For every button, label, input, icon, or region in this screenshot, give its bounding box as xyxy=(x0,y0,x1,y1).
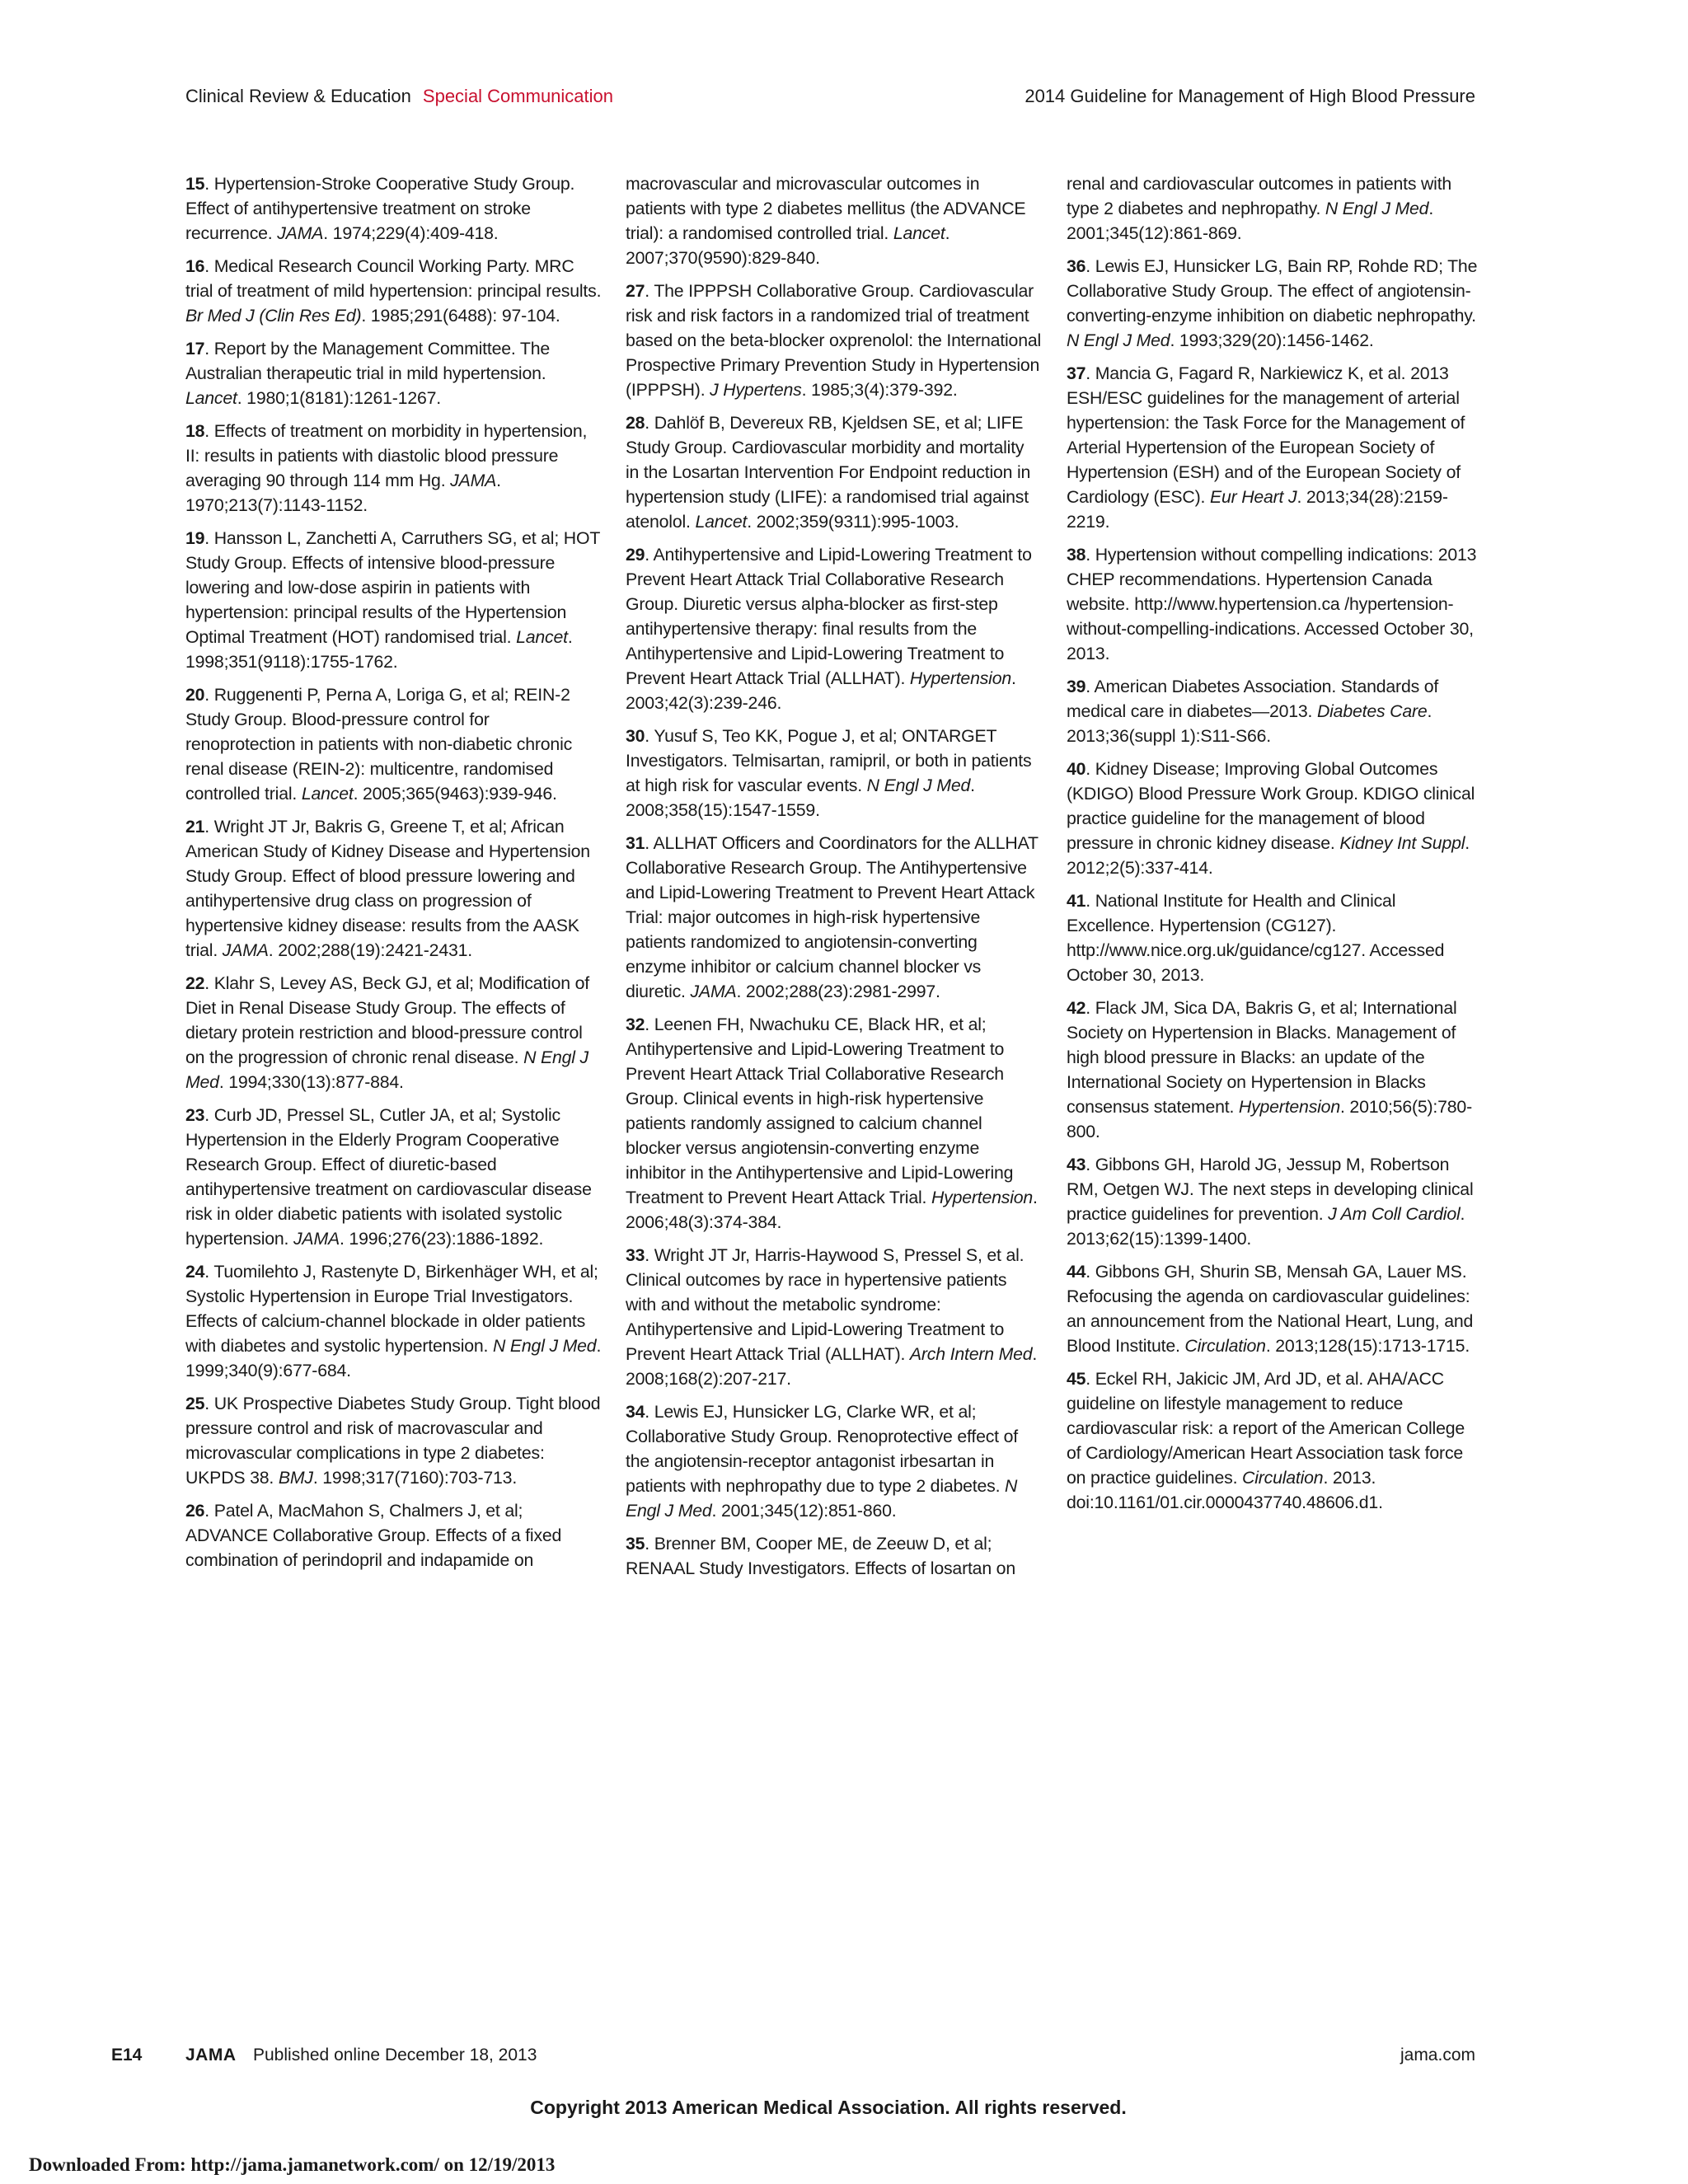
reference-entry xyxy=(626,171,1042,270)
reference-number: 44 xyxy=(1067,1262,1086,1282)
journal-name: N Engl J Med xyxy=(1325,199,1429,218)
journal-name: Hypertension xyxy=(1238,1097,1340,1117)
journal-name: Br Med J (Clin Res Ed) xyxy=(185,306,362,326)
reference-citation: . 2007;370(9590):829-840. xyxy=(626,223,950,268)
reference-text: . Antihypertensive and Lipid-Lowering Treatment to Prevent Heart Attack Trial Collaborative Research Group. Diuretic versus alpha-blocker as first-step antihypertensive therapy: final results from the Antihypertensive and Lipid-Lowering Treatment to Prevent Heart Attack Trial (ALLHAT). xyxy=(626,545,1032,688)
reference-entry xyxy=(626,1012,1042,1235)
journal-name: Arch Intern Med xyxy=(909,1344,1033,1364)
reference-text: . Flack JM, Sica DA, Bakris G, et al; International Society on Hypertension in Blacks. Management of high blood pressure in Blacks: an update of the International Society on Hypertension in Blacks consensus statement. xyxy=(1067,998,1457,1117)
reference-citation: . 2010;56(5):780-800. xyxy=(1067,1097,1472,1141)
reference-citation: . 2008;168(2):207-217. xyxy=(626,1344,1038,1389)
reference-number: 33 xyxy=(626,1245,645,1265)
journal-name: Lancet xyxy=(893,223,945,243)
reference-text: . Tuomilehto J, Rastenyte D, Birkenhäger WH, et al; Systolic Hypertension in Europe Trial Investigators. Effects of calcium-channel blockade in older patients with diabetes and systolic hypertension. xyxy=(185,1262,598,1356)
journal-name: N Engl J Med xyxy=(1067,330,1170,350)
reference-citation: . 1985;3(4):379-392. xyxy=(801,380,958,400)
journal-name: J Hypertens xyxy=(710,380,802,400)
reference-entry xyxy=(185,1259,602,1383)
section-label: Clinical Review & Education xyxy=(185,86,411,106)
reference-entry xyxy=(626,1243,1042,1391)
reference-entry xyxy=(1067,1366,1483,1515)
reference-text: . Patel A, MacMahon S, Chalmers J, et al; ADVANCE Collaborative Group. Effects of a fixed combination of perindopril and indapamide on xyxy=(185,1501,562,1570)
journal-name: Circulation xyxy=(1184,1336,1266,1356)
reference-text: . Ruggenenti P, Perna A, Loriga G, et al; REIN-2 Study Group. Blood-pressure control for renoprotection in patients with non-diabetic chronic renal disease (REIN-2): multicentre, randomised controlled trial. xyxy=(185,685,573,804)
reference-number: 27 xyxy=(626,281,645,301)
reference-number: 31 xyxy=(626,833,645,853)
reference-citation: . 2001;345(12):861-869. xyxy=(1067,199,1434,243)
article-title: 2014 Guideline for Management of High Blood Pressure xyxy=(1025,86,1475,106)
reference-number: 22 xyxy=(185,973,205,993)
reference-text: . Hypertension without compelling indications: 2013 CHEP recommendations. Hypertension Canada website. http://www.hypertension.ca /hypertension-without-compelling-indications. Accessed October 30, 2013. xyxy=(1067,545,1477,663)
reference-number: 45 xyxy=(1067,1369,1086,1389)
reference-text: . American Diabetes Association. Standards of medical care in diabetes—2013. xyxy=(1067,677,1439,721)
journal-name: Circulation xyxy=(1242,1468,1324,1488)
reference-entry xyxy=(185,171,602,246)
reference-text: . Leenen FH, Nwachuku CE, Black HR, et al; Antihypertensive and Lipid-Lowering Treatment to Prevent Heart Attack Trial Collaborative Research Group. Clinical events in high-risk hypertensive patients randomly assigned to calcium channel blocker versus angiotensin-converting enzyme inhibitor in the Antihypertensive and Lipid-Lowering Treatment to Prevent Heart Attack Trial. xyxy=(626,1015,1014,1207)
reference-text: . Yusuf S, Teo KK, Pogue J, et al; ONTARGET Investigators. Telmisartan, ramipril, or both in patients at high risk for vascular events. xyxy=(626,726,1032,795)
reference-text: . The IPPPSH Collaborative Group. Cardiovascular risk and risk factors in a randomized trial of treatment based on the beta-blocker oxprenolol: the International Prospective Primary Prevention Study in Hypertension (IPPPSH). xyxy=(626,281,1042,400)
journal-name: Kidney Int Suppl xyxy=(1339,833,1465,853)
reference-entry xyxy=(626,831,1042,1004)
reference-entry xyxy=(1067,996,1483,1144)
reference-number: 38 xyxy=(1067,545,1086,565)
reference-number: 17 xyxy=(185,339,205,359)
reference-text: . Wright JT Jr, Bakris G, Greene T, et al; African American Study of Kidney Disease and Hypertension Study Group. Effect of blood pressure lowering and antihypertensive drug class on progression of hypertensive kidney disease: results from the AASK trial. xyxy=(185,817,590,960)
reference-number: 30 xyxy=(626,726,645,746)
reference-number: 21 xyxy=(185,817,205,837)
journal-name: Lancet xyxy=(516,627,568,647)
journal-name: BMJ xyxy=(278,1468,313,1488)
reference-citation: . 1996;276(23):1886-1892. xyxy=(339,1229,544,1249)
reference-entry xyxy=(626,724,1042,823)
reference-number: 32 xyxy=(626,1015,645,1034)
subsection-label: Special Communication xyxy=(422,86,614,106)
reference-citation: . 1999;340(9):677-684. xyxy=(185,1336,602,1380)
reference-number: 41 xyxy=(1067,891,1086,911)
reference-citation: . 2003;42(3):239-246. xyxy=(626,668,1016,713)
reference-entry xyxy=(185,336,602,410)
reference-number: 39 xyxy=(1067,677,1086,696)
reference-text: . Medical Research Council Working Party. MRC trial of treatment of mild hypertension: principal results. xyxy=(185,256,602,301)
reference-entry xyxy=(1067,674,1483,748)
reference-entry xyxy=(1067,1259,1483,1358)
reference-citation: . 1994;330(13):877-884. xyxy=(218,1072,404,1092)
page-number: E14 xyxy=(111,2046,143,2064)
reference-text: . National Institute for Health and Clinical Excellence. Hypertension (CG127). http://www.nice.org.uk/guidance/cg127. Accessed October 30, 2013. xyxy=(1067,891,1445,985)
copyright-notice: Copyright 2013 American Medical Association. All rights reserved. xyxy=(530,2097,1127,2118)
reference-entry xyxy=(1067,254,1483,353)
reference-entry xyxy=(626,279,1042,402)
reference-number: 20 xyxy=(185,685,205,705)
journal-name: N Engl J Med xyxy=(185,1047,588,1092)
reference-text: . Effects of treatment on morbidity in hypertension, II: results in patients with diastolic blood pressure averaging 90 through 114 mm Hg. xyxy=(185,421,588,490)
reference-column-3 xyxy=(1067,171,1483,1523)
journal-name: J Am Coll Cardiol xyxy=(1328,1204,1461,1224)
reference-number: 24 xyxy=(185,1262,205,1282)
reference-text: macrovascular and microvascular outcomes in patients with type 2 diabetes mellitus (the ADVANCE trial): a randomised controlled trial. xyxy=(626,174,1026,243)
journal-name: Eur Heart J xyxy=(1209,487,1297,507)
reference-text: . Gibbons GH, Harold JG, Jessup M, Robertson RM, Oetgen WJ. The next steps in developing clinical practice guidelines for prevention. xyxy=(1067,1155,1474,1224)
reference-column-2 xyxy=(626,171,1042,1589)
reference-citation: . 2013;34(28):2159-2219. xyxy=(1067,487,1448,532)
reference-citation: . 1985;291(6488): 97-104. xyxy=(361,306,560,326)
reference-text: . Wright JT Jr, Harris-Haywood S, Pressel S, et al. Clinical outcomes by race in hypertensive patients with and without the metabolic syndrome: Antihypertensive and Lipid-Lowering Treatment to Prevent Heart Attack Trial (ALLHAT). xyxy=(626,1245,1025,1364)
reference-entry xyxy=(185,254,602,328)
reference-entry xyxy=(185,1498,602,1572)
reference-text: . Gibbons GH, Shurin SB, Mensah GA, Lauer MS. Refocusing the agenda on cardiovascular guidelines: an announcement from the National Heart, Lung, and Blood Institute. xyxy=(1067,1262,1474,1356)
reference-number: 43 xyxy=(1067,1155,1086,1174)
reference-text: . Curb JD, Pressel SL, Cutler JA, et al; Systolic Hypertension in the Elderly Program Cooperative Research Group. Effect of diuretic-based antihypertensive treatment on cardiovascular disease risk in older diabetic patients with isolated systolic hypertension. xyxy=(185,1105,592,1249)
reference-citation: . 2013;62(15):1399-1400. xyxy=(1067,1204,1465,1249)
journal-name: Lancet xyxy=(301,784,354,804)
reference-text: . UK Prospective Diabetes Study Group. Tight blood pressure control and risk of macrovascular and microvascular complications in type 2 diabetes: UKPDS 38. xyxy=(185,1394,601,1488)
reference-citation: . 1998;317(7160):703-713. xyxy=(312,1468,518,1488)
journal-name: Hypertension xyxy=(909,668,1011,688)
reference-number: 19 xyxy=(185,528,205,548)
reference-number: 29 xyxy=(626,545,645,565)
reference-citation: . 2005;365(9463):939-946. xyxy=(353,784,557,804)
journal-name: N Engl J Med xyxy=(626,1476,1018,1521)
reference-citation: . 2013;128(15):1713-1715. xyxy=(1265,1336,1470,1356)
journal-name: Lancet xyxy=(185,388,237,408)
reference-entry xyxy=(185,814,602,963)
reference-entry xyxy=(1067,757,1483,880)
reference-number: 34 xyxy=(626,1402,645,1422)
journal-name: N Engl J Med xyxy=(866,776,971,795)
reference-number: 18 xyxy=(185,421,205,441)
reference-citation: . 2002;359(9311):995-1003. xyxy=(747,512,959,532)
reference-entry xyxy=(185,682,602,806)
journal-name: JAMA xyxy=(293,1229,340,1249)
reference-text: . Brenner BM, Cooper ME, de Zeeuw D, et al; RENAAL Study Investigators. Effects of losartan on xyxy=(626,1534,1015,1578)
reference-number: 16 xyxy=(185,256,205,276)
reference-citation: . 1980;1(8181):1261-1267. xyxy=(237,388,441,408)
reference-entry xyxy=(185,1103,602,1251)
reference-citation: . 2008;358(15):1547-1559. xyxy=(626,776,975,820)
reference-entry xyxy=(185,526,602,674)
reference-citation: . 2002;288(19):2421-2431. xyxy=(268,940,472,960)
reference-entry xyxy=(185,419,602,518)
journal-name: Hypertension xyxy=(931,1188,1034,1207)
publication-info: Published online December 18, 2013 xyxy=(253,2046,537,2064)
running-header xyxy=(185,86,613,107)
reference-citation: . 1974;229(4):409-418. xyxy=(323,223,499,243)
reference-number: 25 xyxy=(185,1394,205,1413)
download-note: Downloaded From: http://jama.jamanetwork.com/ on 12/19/2013 xyxy=(29,2154,556,2175)
reference-entry xyxy=(185,971,602,1094)
reference-text: . Dahlöf B, Devereux RB, Kjeldsen SE, et al; LIFE Study Group. Cardiovascular morbidity and mortality in the Losartan Intervention For Endpoint reduction in hypertension study (LIFE): a randomised trial against atenolol. xyxy=(626,413,1031,532)
reference-citation: . 2002;288(23):2981-2997. xyxy=(736,982,940,1001)
reference-entry xyxy=(626,1399,1042,1523)
reference-text: . Kidney Disease; Improving Global Outcomes (KDIGO) Blood Pressure Work Group. KDIGO clinical practice guideline for the management of blood pressure in chronic kidney disease. xyxy=(1067,759,1475,853)
journal-brand: JAMA xyxy=(185,2046,237,2064)
reference-text: . Lewis EJ, Hunsicker LG, Clarke WR, et al; Collaborative Study Group. Renoprotective effect of the angiotensin-receptor antagonist irbesartan in patients with nephropathy due to type 2 diabetes. xyxy=(626,1402,1018,1496)
reference-entry xyxy=(626,410,1042,534)
reference-number: 37 xyxy=(1067,363,1086,383)
reference-text: . Klahr S, Levey AS, Beck GJ, et al; Modification of Diet in Renal Disease Study Group. The effects of dietary protein restriction and blood-pressure control on the progression of chronic renal disease. xyxy=(185,973,589,1067)
page-footer xyxy=(111,2046,1475,2070)
reference-number: 23 xyxy=(185,1105,205,1125)
reference-citation: . 2013. doi:10.1161/01.cir.0000437740.48606.d1. xyxy=(1067,1468,1383,1512)
reference-citation: . 2006;48(3):374-384. xyxy=(626,1188,1038,1232)
reference-text: . ALLHAT Officers and Coordinators for the ALLHAT Collaborative Research Group. The Antihypertensive and Lipid-Lowering Treatment to Prevent Heart Attack Trial: major outcomes in high-risk hypertensive patients randomized to angiotensin-converting enzyme inhibitor or calcium channel blocker vs diuretic. xyxy=(626,833,1039,1001)
site-link[interactable]: jama.com xyxy=(1400,2046,1475,2064)
reference-entry xyxy=(1067,1152,1483,1251)
reference-number: 28 xyxy=(626,413,645,433)
reference-citation: . 2013;36(suppl 1):S11-S66. xyxy=(1067,701,1432,746)
journal-name: Diabetes Care xyxy=(1316,701,1428,721)
reference-entry xyxy=(1067,171,1483,246)
reference-text: . Eckel RH, Jakicic JM, Ard JD, et al. AHA/ACC guideline on lifestyle management to reduce cardiovascular risk: a report of the American College of Cardiology/American Heart Association task force on practice guidelines. xyxy=(1067,1369,1465,1488)
reference-citation: . 2012;2(5):337-414. xyxy=(1067,833,1470,878)
reference-text: . Report by the Management Committee. The Australian therapeutic trial in mild hypertension. xyxy=(185,339,551,383)
reference-number: 15 xyxy=(185,174,205,194)
reference-number: 42 xyxy=(1067,998,1086,1018)
reference-column-1 xyxy=(185,171,602,1581)
reference-citation: . 1998;351(9118):1755-1762. xyxy=(185,627,573,672)
reference-text: . Mancia G, Fagard R, Narkiewicz K, et al. 2013 ESH/ESC guidelines for the management of arterial hypertension: the Task Force for the Management of Arterial Hypertension of the European Society of Hypertension (ESH) and of the European Society of Cardiology (ESC). xyxy=(1067,363,1465,507)
reference-text: renal and cardiovascular outcomes in patients with type 2 diabetes and nephropathy. xyxy=(1067,174,1452,218)
journal-name: JAMA xyxy=(222,940,269,960)
journal-name: Lancet xyxy=(695,512,748,532)
journal-name: N Engl J Med xyxy=(493,1336,597,1356)
reference-text: . Hypertension-Stroke Cooperative Study Group. Effect of antihypertensive treatment on stroke recurrence. xyxy=(185,174,575,243)
reference-citation: . 1993;329(20):1456-1462. xyxy=(1170,330,1374,350)
reference-number: 40 xyxy=(1067,759,1086,779)
reference-entry xyxy=(1067,542,1483,666)
reference-text: . Lewis EJ, Hunsicker LG, Bain RP, Rohde RD; The Collaborative Study Group. The effect of angiotensin-converting-enzyme inhibition on diabetic nephropathy. xyxy=(1067,256,1478,326)
reference-entry xyxy=(185,1391,602,1490)
journal-name: JAMA xyxy=(690,982,737,1001)
reference-entry xyxy=(626,1531,1042,1581)
reference-number: 36 xyxy=(1067,256,1086,276)
reference-number: 26 xyxy=(185,1501,205,1521)
journal-name: JAMA xyxy=(450,471,497,490)
reference-citation: . 1970;213(7):1143-1152. xyxy=(185,471,501,515)
reference-number: 35 xyxy=(626,1534,645,1554)
reference-text: . Hansson L, Zanchetti A, Carruthers SG, et al; HOT Study Group. Effects of intensive blood-pressure lowering and low-dose aspirin in patients with hypertension: principal results of the Hypertension Optimal Treatment (HOT) randomised trial. xyxy=(185,528,600,647)
reference-citation: . 2001;345(12):851-860. xyxy=(711,1501,897,1521)
journal-name: JAMA xyxy=(277,223,324,243)
reference-entry xyxy=(1067,888,1483,987)
reference-entry xyxy=(626,542,1042,715)
reference-entry xyxy=(1067,361,1483,534)
